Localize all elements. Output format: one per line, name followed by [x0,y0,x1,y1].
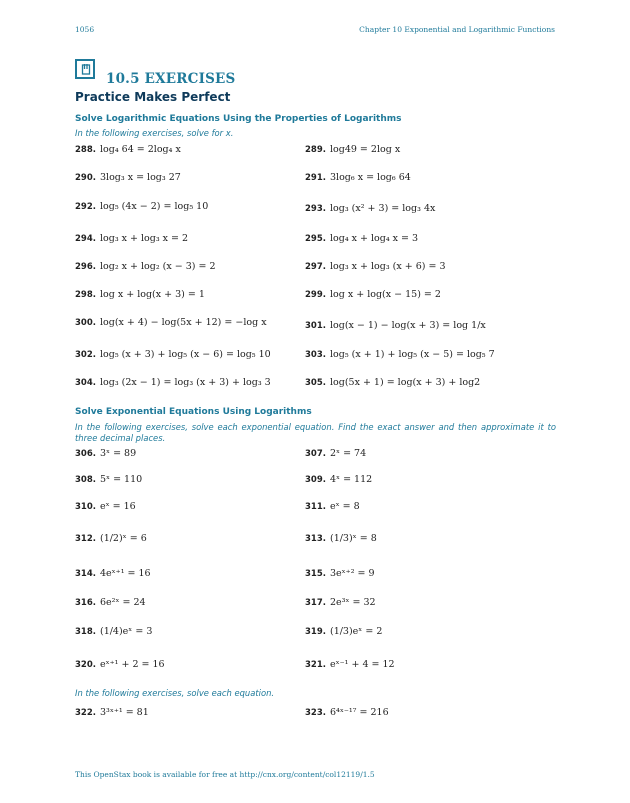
section-instruction: In the following exercises, solve for x. [75,128,234,138]
page-number: 1056 [75,25,95,34]
practice-heading: Practice Makes Perfect [75,90,231,104]
section-title: Solve Exponential Equations Using Logarithms [75,407,312,417]
exercises-heading: 10.5 EXERCISES [106,71,236,87]
problem-322: 322. 3³ˣ⁺¹ = 81 [75,707,149,718]
problem-317: 317. 2e³ˣ = 32 [305,597,376,608]
section-instruction: In the following exercises, solve each exponential equation. Find the exact answer and then approximate it to three decimal places. [75,422,556,443]
problem-302: 302. log₅ (x + 3) + log₅ (x − 6) = log₅ 10 [75,349,271,360]
problem-320: 320. eˣ⁺¹ + 2 = 16 [75,659,165,670]
problem-303: 303. log₅ (x + 1) + log₅ (x − 5) = log₅ 7 [305,349,495,360]
problem-295: 295. log₄ x + log₄ x = 3 [305,233,419,244]
footer: This OpenStax book is available for free at http://cnx.org/content/col12119/1.5 [75,770,375,779]
section-title: Solve Logarithmic Equations Using the Properties of Logarithms [75,114,402,124]
problem-305: 305. log(5x + 1) = log(x + 3) + log2 [305,377,481,388]
problem-293: 293. log₃ (x² + 3) = log₃ 4x [305,203,436,214]
problem-306: 306. 3ˣ = 89 [75,448,137,459]
problem-312: 312. (1/2)ˣ = 6 [75,533,147,544]
problem-311: 311. eˣ = 8 [305,501,360,512]
problem-301: 301. log(x − 1) − log(x + 3) = log 1/x [305,320,486,331]
problem-288: 288. log₄ 64 = 2log₄ x [75,144,181,155]
problem-318: 318. (1/4)eˣ = 3 [75,626,153,637]
chapter-title: Chapter 10 Exponential and Logarithmic Functions [359,25,555,34]
problem-314: 314. 4eˣ⁺¹ = 16 [75,568,151,579]
problem-323: 323. 6⁴ˣ⁻¹⁷ = 216 [305,707,389,718]
problem-321: 321. eˣ⁻¹ + 4 = 12 [305,659,395,670]
problem-313: 313. (1/3)ˣ = 8 [305,533,377,544]
problem-300: 300. log(x + 4) − log(5x + 12) = −log x [75,317,267,328]
problem-304: 304. log₃ (2x − 1) = log₃ (x + 3) + log₃ 3 [75,377,271,388]
problem-299: 299. log x + log(x − 15) = 2 [305,289,441,300]
problem-296: 296. log₂ x + log₂ (x − 3) = 2 [75,261,216,272]
problem-315: 315. 3eˣ⁺² = 9 [305,568,375,579]
problem-310: 310. eˣ = 16 [75,501,136,512]
problem-319: 319. (1/3)eˣ = 2 [305,626,383,637]
problem-294: 294. log₃ x + log₃ x = 2 [75,233,189,244]
problem-309: 309. 4ˣ = 112 [305,474,373,485]
problem-308: 308. 5ˣ = 110 [75,474,143,485]
problem-316: 316. 6e²ˣ = 24 [75,597,146,608]
problem-307: 307. 2ˣ = 74 [305,448,367,459]
problem-297: 297. log₃ x + log₃ (x + 6) = 3 [305,261,446,272]
notebook-icon [75,59,95,79]
problem-289: 289. log49 = 2log x [305,144,401,155]
problem-291: 291. 3log₆ x = log₆ 64 [305,172,411,183]
problem-290: 290. 3log₃ x = log₃ 27 [75,172,181,183]
problem-292: 292. log₅ (4x − 2) = log₅ 10 [75,201,209,212]
section-instruction: In the following exercises, solve each equation. [75,688,275,698]
problem-298: 298. log x + log(x + 3) = 1 [75,289,205,300]
